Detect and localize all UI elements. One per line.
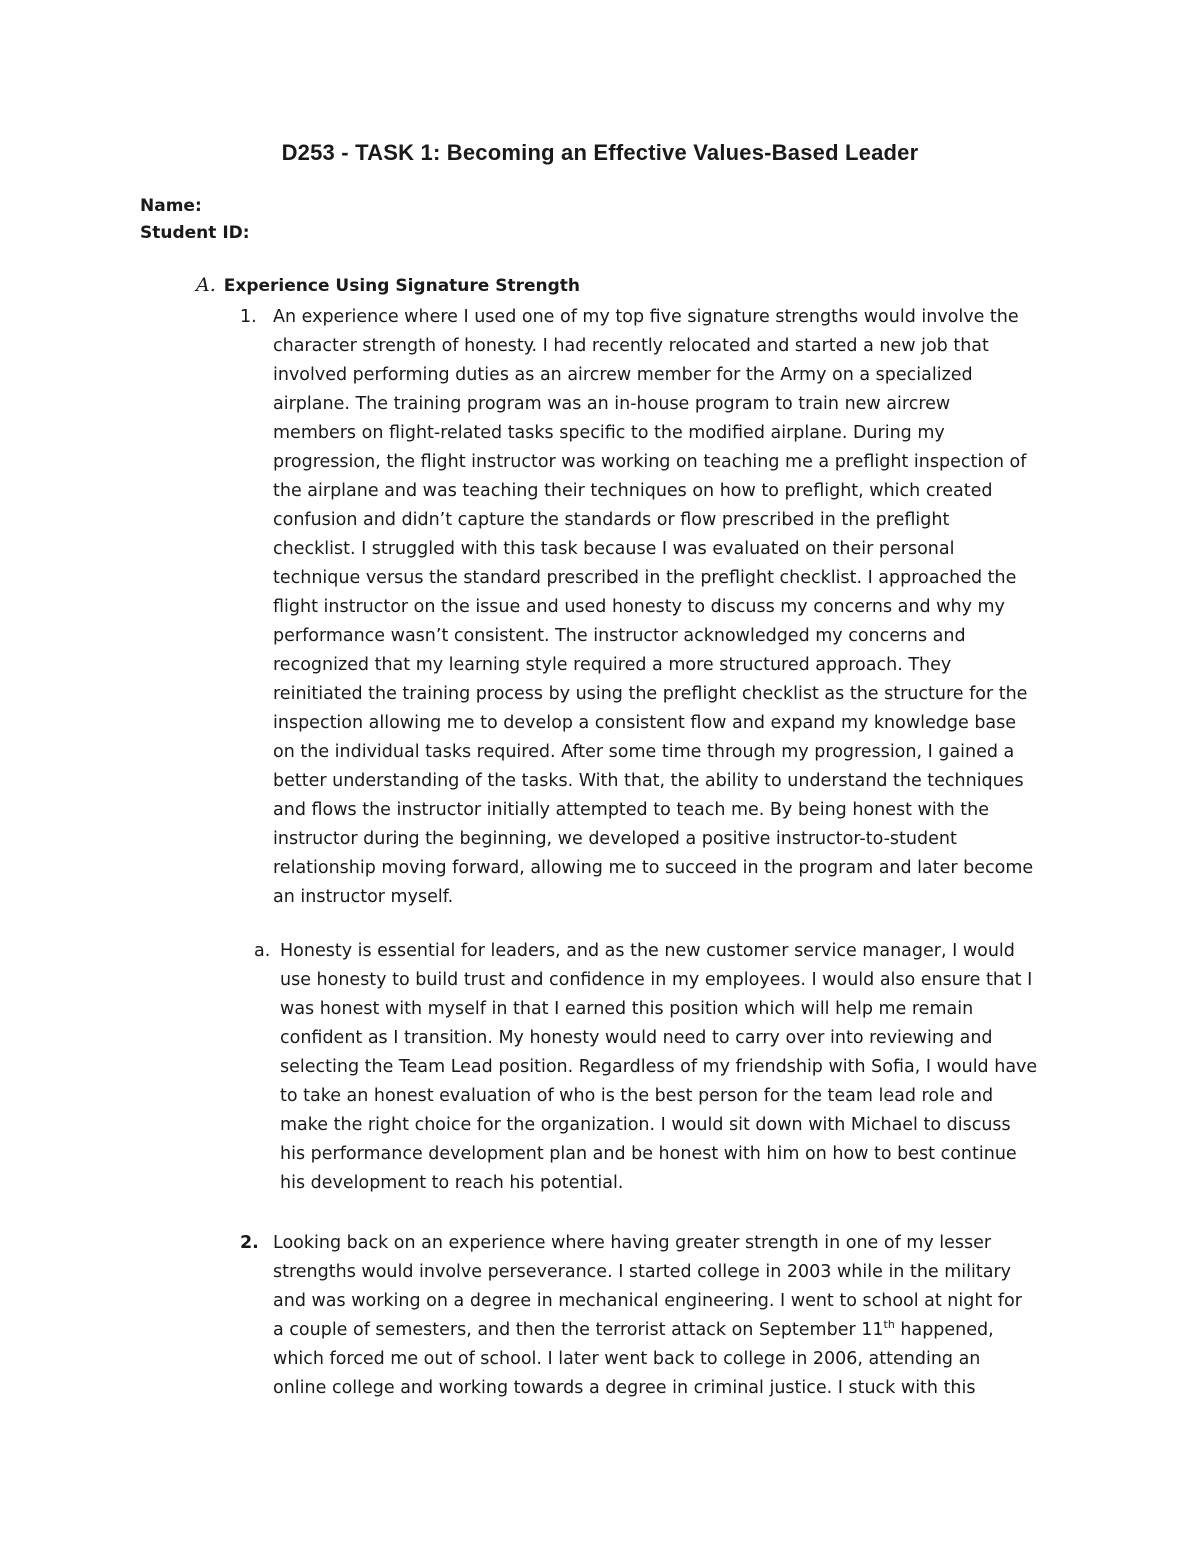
paragraph-line: involved performing duties as an aircrew member for the Army on a specialized [273, 365, 973, 385]
paragraph-line: use honesty to build trust and confidence in my employees. I would also ensure that I [280, 970, 1033, 990]
paragraph-line: confusion and didn’t capture the standards or flow prescribed in the preflight [273, 510, 950, 530]
item-1a-text [280, 937, 1080, 1198]
paragraph-line: technique versus the standard prescribed in the preflight checklist. I approached the [273, 568, 1017, 588]
paragraph-line: selecting the Team Lead position. Regardless of my friendship with Sofia, I would have [280, 1057, 1038, 1077]
paragraph-line: on the individual tasks required. After some time through my progression, I gained a [273, 742, 1015, 762]
paragraph-line: his performance development plan and be honest with him on how to best continue [280, 1144, 1017, 1164]
paragraph-line: online college and working towards a degree in criminal justice. I stuck with this [273, 1378, 976, 1398]
item-1a-paragraph [254, 937, 1080, 1198]
item-2-number: 2. [240, 1233, 259, 1253]
paragraph-line: recognized that my learning style required a more structured approach. They [273, 655, 952, 675]
section-a-title: Experience Using Signature Strength [223, 276, 581, 296]
paragraph-line: confident as I transition. My honesty would need to carry over into reviewing and [280, 1028, 993, 1048]
paragraph-line: An experience where I used one of my top five signature strengths would involve the [273, 307, 1019, 327]
paragraph-line: was honest with myself in that I earned this position which will help me remain [280, 999, 974, 1019]
paragraph-line: inspection allowing me to develop a consistent flow and expand my knowledge base [273, 713, 1017, 733]
item-1a-letter: a. [254, 941, 271, 961]
paragraph-line: progression, the flight instructor was working on teaching me a preflight inspection of [273, 452, 1027, 472]
paragraph-line: to take an honest evaluation of who is the best person for the team lead role and [280, 1086, 994, 1106]
document-title: D253 - TASK 1: Becoming an Effective Values-Based Leader [281, 140, 919, 165]
line-tail: happened, [894, 1320, 994, 1340]
paragraph-line: airplane. The training program was an in-house program to train new aircrew [273, 394, 951, 414]
paragraph-line: which forced me out of school. I later went back to college in 2006, attending an [273, 1349, 981, 1369]
paragraph-line: relationship moving forward, allowing me to succeed in the program and later become [273, 858, 1034, 878]
paragraph-line: and was working on a degree in mechanical engineering. I went to school at night for [273, 1291, 1022, 1311]
item-1-text [273, 303, 1073, 912]
paragraph-line: strengths would involve perseverance. I started college in 2003 while in the military [273, 1262, 1012, 1282]
paragraph-line [273, 1316, 1073, 1345]
paragraph-line: character strength of honesty. I had recently relocated and started a new job that [273, 336, 989, 356]
paragraph-line: better understanding of the tasks. With that, the ability to understand the techniques [273, 771, 1024, 791]
paragraph-line: make the right choice for the organization. I would sit down with Michael to discuss [280, 1115, 1011, 1135]
paragraph-line: members on flight-related tasks specific to the modified airplane. During my [273, 423, 945, 443]
paragraph-line: his development to reach his potential. [280, 1173, 624, 1193]
student-id-label: Student ID: [140, 223, 250, 243]
paragraph-line: an instructor myself. [273, 887, 454, 907]
item-1-paragraph [240, 303, 1073, 912]
paragraph-line: checklist. I struggled with this task because I was evaluated on their personal [273, 539, 955, 559]
paragraph-line: reinitiated the training process by using the preflight checklist as the structure for the [273, 684, 1028, 704]
ordinal-superscript: th [883, 1318, 895, 1331]
paragraph-line: flight instructor on the issue and used honesty to discuss my concerns and why my [273, 597, 1005, 617]
item-2-paragraph [240, 1229, 1073, 1403]
paragraph-line: Honesty is essential for leaders, and as the new customer service manager, I would [280, 941, 1015, 961]
line-head: a couple of semesters, and then the terrorist attack on September 11 [273, 1320, 884, 1340]
name-label: Name: [140, 196, 202, 216]
item-2-text [273, 1229, 1073, 1403]
paragraph-line: instructor during the beginning, we developed a positive instructor-to-student [273, 829, 957, 849]
section-a-letter: A. [196, 274, 216, 296]
paragraph-line: Looking back on an experience where having greater strength in one of my lesser [273, 1233, 992, 1253]
item-1-number: 1. [240, 307, 257, 327]
paragraph-line: the airplane and was teaching their techniques on how to preflight, which created [273, 481, 993, 501]
paragraph-line: performance wasn’t consistent. The instructor acknowledged my concerns and [273, 626, 966, 646]
section-a-heading [196, 274, 580, 296]
paragraph-line: and flows the instructor initially attempted to teach me. By being honest with the [273, 800, 989, 820]
